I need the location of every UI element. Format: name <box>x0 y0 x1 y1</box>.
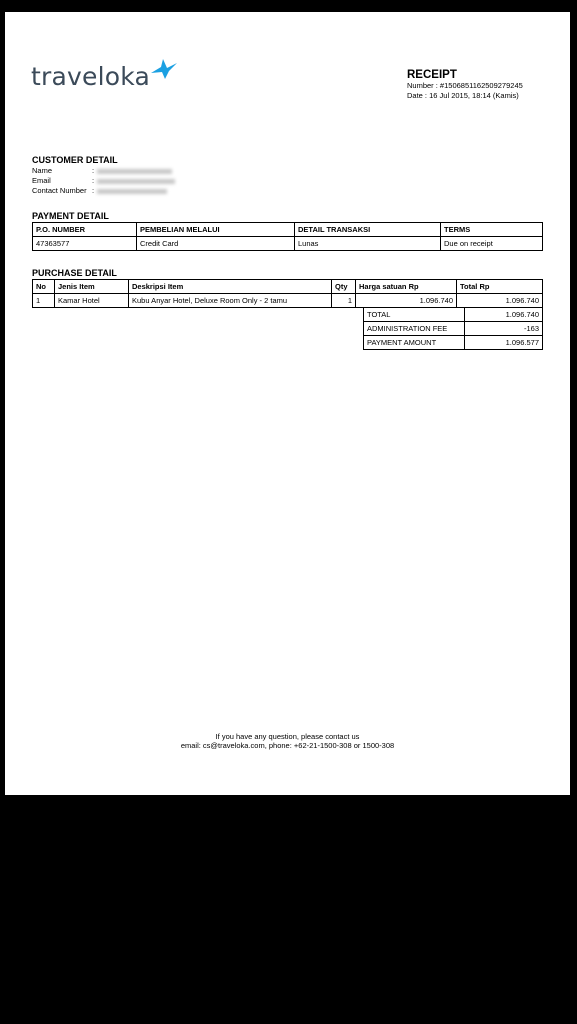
summary-value: 1.096.740 <box>465 308 543 322</box>
item-total: 1.096.740 <box>457 294 543 308</box>
name-label: Name <box>32 166 53 175</box>
terms: Due on receipt <box>441 237 543 251</box>
customer-contact-row <box>32 186 167 196</box>
traveloka-logo <box>31 62 150 91</box>
summary-row <box>364 308 543 322</box>
email-separator: : <box>92 176 95 185</box>
summary-table <box>363 307 543 350</box>
bird-icon <box>149 57 179 81</box>
payment-header-cell: DETAIL TRANSAKSI <box>295 223 441 237</box>
summary-value: -163 <box>465 322 543 336</box>
item-unit-price: 1.096.740 <box>356 294 457 308</box>
purchase-header-cell: Qty <box>332 280 356 294</box>
purchase-row <box>33 294 543 308</box>
customer-email-row <box>32 176 175 186</box>
footer-line-2: email: cs@traveloka.com, phone: +62-21-1500-308 or 1500-308 <box>180 741 395 750</box>
payment-header-cell: TERMS <box>441 223 543 237</box>
item-no: 1 <box>33 294 55 308</box>
name-redacted <box>97 169 172 174</box>
purchase-header-cell: Total Rp <box>457 280 543 294</box>
footer-contact <box>5 732 570 750</box>
summary-label: TOTAL <box>364 308 465 322</box>
item-type: Kamar Hotel <box>55 294 129 308</box>
payment-row <box>33 237 543 251</box>
receipt-date: Date : 16 Jul 2015, 18:14 (Kamis) <box>407 91 519 100</box>
payment-header-row <box>33 223 543 237</box>
summary-label: PAYMENT AMOUNT <box>364 336 465 350</box>
purchase-header-cell: Deskripsi Item <box>129 280 332 294</box>
name-separator: : <box>92 166 95 175</box>
summary-row <box>364 322 543 336</box>
transaction-detail: Lunas <box>295 237 441 251</box>
receipt-header <box>407 69 523 101</box>
purchase-header-row <box>33 280 543 294</box>
email-label: Email <box>32 176 51 185</box>
contact-separator: : <box>92 186 95 195</box>
payment-header-cell: PEMBELIAN MELALUI <box>137 223 295 237</box>
summary-value: 1.096.577 <box>465 336 543 350</box>
receipt-title: RECEIPT <box>407 69 457 81</box>
payment-detail-title: PAYMENT DETAIL <box>32 211 109 221</box>
contact-redacted <box>97 189 167 194</box>
payment-table <box>32 222 543 251</box>
item-description: Kubu Anyar Hotel, Deluxe Room Only - 2 tamu <box>129 294 332 308</box>
po-number: 47363577 <box>33 237 137 251</box>
purchase-header-cell: No <box>33 280 55 294</box>
payment-method: Credit Card <box>137 237 295 251</box>
purchase-header-cell: Harga satuan Rp <box>356 280 457 294</box>
payment-header-cell: P.O. NUMBER <box>33 223 137 237</box>
receipt-page <box>5 12 570 795</box>
purchase-detail-title: PURCHASE DETAIL <box>32 268 117 278</box>
contact-label: Contact Number <box>32 186 87 195</box>
customer-detail-title: CUSTOMER DETAIL <box>32 155 118 165</box>
summary-label: ADMINISTRATION FEE <box>364 322 465 336</box>
summary-row <box>364 336 543 350</box>
footer-line-1: If you have any question, please contact us <box>215 732 360 741</box>
purchase-header-cell: Jenis Item <box>55 280 129 294</box>
purchase-table <box>32 279 543 308</box>
item-qty: 1 <box>332 294 356 308</box>
logo-text: traveloka <box>31 62 150 91</box>
receipt-number: Number : #1506851162509279245 <box>407 81 523 90</box>
customer-name-row <box>32 166 172 176</box>
email-redacted <box>97 179 175 184</box>
